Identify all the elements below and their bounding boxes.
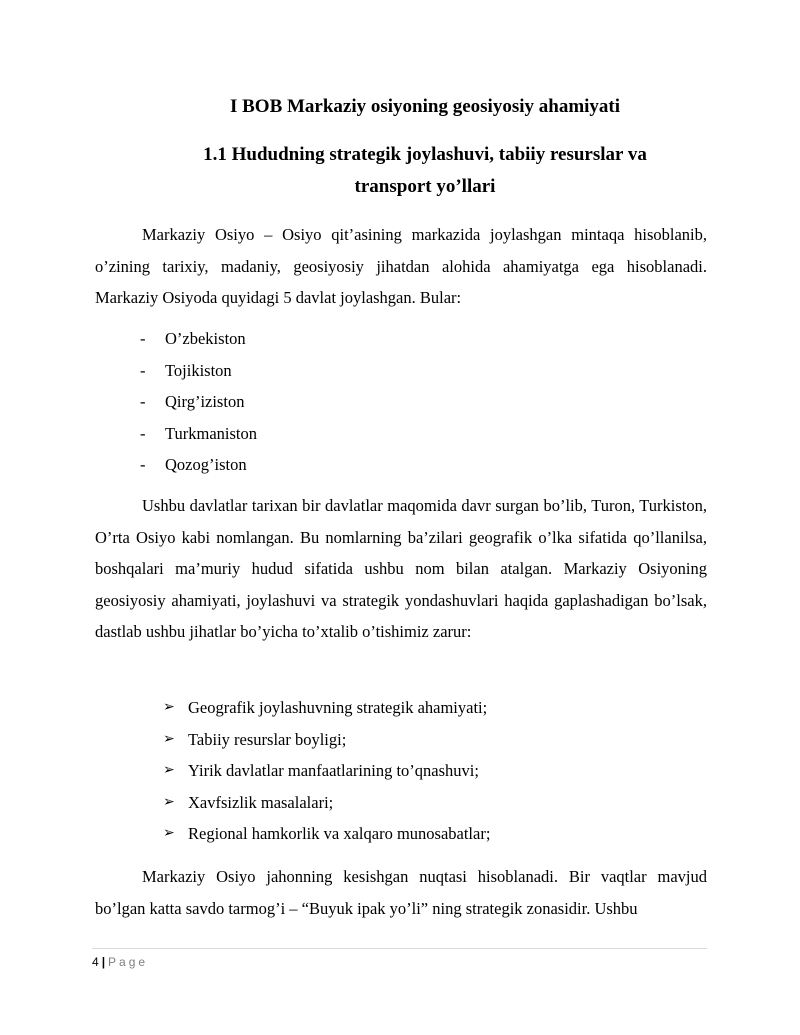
- paragraph-intro: [95, 219, 707, 314]
- list-item: [140, 386, 257, 418]
- list-item: [140, 355, 257, 387]
- list-item: [163, 724, 490, 756]
- arrow-bullet-icon: ➢: [163, 730, 175, 747]
- arrow-bullet-icon: ➢: [163, 762, 175, 779]
- aspect-list: [163, 692, 490, 850]
- list-item-text: Regional hamkorlik va xalqaro munosabatlar;: [188, 824, 491, 844]
- arrow-bullet-icon: ➢: [163, 793, 175, 810]
- list-item: [163, 787, 490, 819]
- paragraph-history: [95, 490, 707, 648]
- list-item-text: Geografik joylashuvning strategik ahamiyati;: [188, 698, 488, 717]
- dash-marker: -: [140, 455, 146, 475]
- list-item-text: Turkmaniston: [165, 423, 257, 443]
- arrow-bullet-icon: ➢: [163, 699, 175, 715]
- paragraph-crossroads: [95, 861, 707, 924]
- list-item-text: Xavfsizlik masalalari;: [188, 792, 334, 812]
- list-item-text: O’zbekiston: [165, 329, 246, 348]
- list-item-text: Qirg’iziston: [165, 392, 245, 412]
- arrow-bullet-icon: ➢: [163, 825, 175, 842]
- paragraph-intro-text: Markaziy Osiyo – Osiyo qit’asining markazida joylashgan mintaqa hisoblanib, o’zining tarixiy, madaniy, geosiyosiy jihatdan alohida ahamiyatga ega hisoblanadi. Markaziy Osiyoda quyidagi 5 davlat joylashgan. Bular:: [95, 225, 707, 307]
- list-item: [140, 418, 257, 450]
- footer-divider: [92, 948, 707, 949]
- section-title-line-1: 1.1 Hududning strategik joylashuvi, tabiiy resurslar va: [203, 144, 647, 165]
- list-item: [140, 323, 257, 355]
- footer-separator: |: [101, 955, 106, 969]
- list-item: [163, 692, 490, 724]
- list-item: [140, 449, 257, 481]
- paragraph-crossroads-text: Markaziy Osiyo jahonning kesishgan nuqtasi hisoblanadi. Bir vaqtlar mavjud bo’lgan katta savdo tarmog’i – “Buyuk ipak yo’li” ning strategik zonasidir. Ushbu: [95, 867, 707, 918]
- section-title-line-2: transport yo’llari: [354, 176, 496, 197]
- page-number: 4: [92, 955, 99, 969]
- dash-marker: -: [140, 392, 146, 412]
- list-item-text: Qozog’iston: [165, 455, 247, 475]
- list-item-text: Tojikiston: [165, 360, 232, 380]
- dash-marker: -: [140, 423, 146, 443]
- country-list: [140, 323, 257, 481]
- page-footer: [92, 954, 148, 970]
- list-item-text: Yirik davlatlar manfaatlarining to’qnashuvi;: [188, 761, 479, 781]
- chapter-title: I BOB Markaziy osiyoning geosiyosiy ahamiyati: [229, 96, 621, 117]
- page-label: Page: [108, 955, 149, 969]
- dash-marker: -: [140, 360, 146, 380]
- list-item: [163, 818, 490, 850]
- section-title: [95, 139, 707, 203]
- paragraph-history-text: Ushbu davlatlar tarixan bir davlatlar maqomida davr surgan bo’lib, Turon, Turkiston, O’rta Osiyo kabi nomlangan. Bu nomlarning ba’zilari geografik o’lka sifatida qo’llanilsa, boshqalari ma’muriy hudud sifatida ushbu nom bilan atalgan. Markaziy Osiyoning geosiyosiy ahamiyati, joylashuvi va strategik yondashuvlari haqida gaplashadigan bo’lsak, dastlab ushbu jihatlar bo’yicha to’xtalib o’tishimiz zarur:: [95, 496, 707, 641]
- dash-marker: -: [140, 329, 146, 348]
- list-item: [163, 755, 490, 787]
- list-item-text: Tabiiy resurslar boyligi;: [188, 729, 347, 749]
